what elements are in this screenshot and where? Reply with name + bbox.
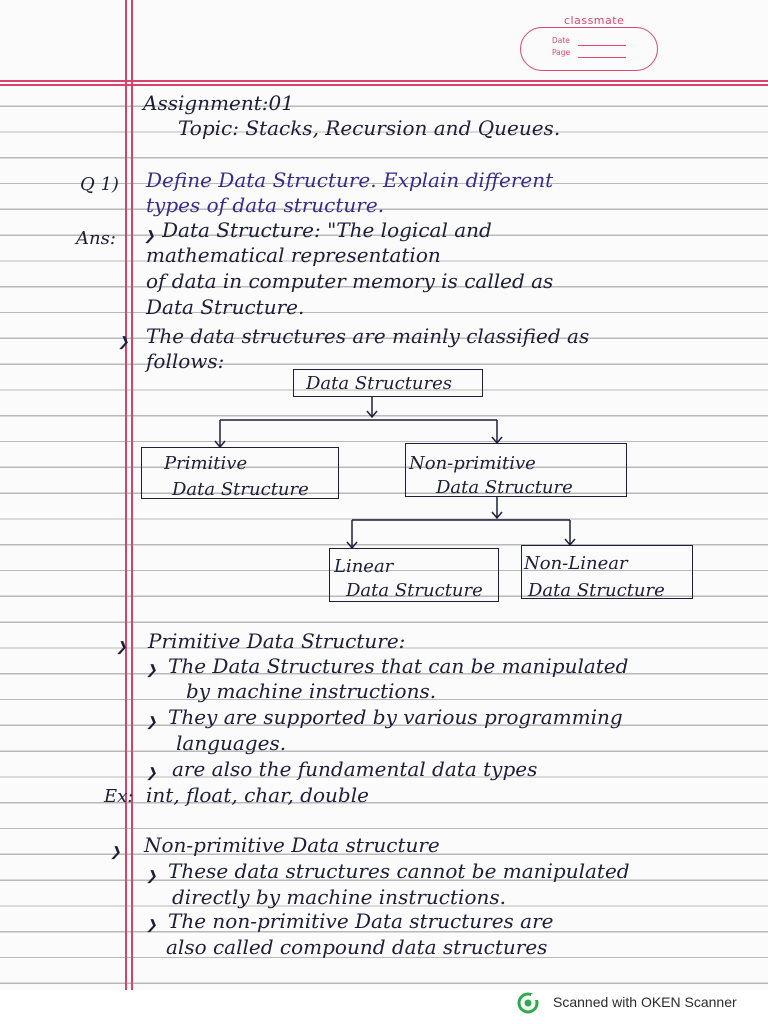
bullet-icon: ❯	[146, 715, 157, 730]
answer-line-4: Data Structure.	[146, 295, 305, 319]
scanner-watermark	[517, 988, 768, 1018]
diagram-nonprimitive-line-2: Data Structure	[436, 477, 573, 498]
primitive-bullet-1-line-2: by machine instructions.	[186, 679, 437, 703]
diagram-nonlinear-line-1: Non-Linear	[524, 553, 628, 574]
example-text: int, float, char, double	[146, 783, 369, 807]
bullet-icon: ❯	[144, 229, 155, 244]
bullet-icon: ❯	[116, 640, 127, 655]
nonprimitive-bullet-1-line-1: These data structures cannot be manipulated	[168, 859, 630, 883]
diagram-primitive-line-2: Data Structure	[172, 479, 309, 500]
question-line-1: Define Data Structure. Explain different	[146, 168, 554, 192]
question-line-2: types of data structure.	[146, 193, 385, 217]
question-number: Q 1)	[80, 174, 119, 195]
primitive-bullet-2-line-2: languages.	[176, 731, 287, 755]
answer-line-1: Data Structure: "The logical and	[162, 218, 492, 242]
diagram-root-label: Data Structures	[306, 373, 453, 394]
diagram-nonlinear-line-2: Data Structure	[528, 580, 665, 601]
stamp-page-label: Page	[552, 48, 571, 57]
diagram-nonprimitive-line-1: Non-primitive	[409, 453, 536, 474]
primitive-bullet-3: are also the fundamental data types	[172, 757, 538, 781]
answer-line-2: mathematical representation	[146, 243, 441, 267]
scanner-text: Scanned with OKEN Scanner	[553, 994, 737, 1010]
diagram-primitive-line-1: Primitive	[164, 453, 248, 474]
bullet-icon: ❯	[146, 663, 157, 678]
bullet-icon: ❯	[146, 766, 157, 781]
answer-line-5: The data structures are mainly classified as	[146, 324, 590, 348]
nonprimitive-heading: Non-primitive Data structure	[144, 833, 440, 857]
primitive-bullet-2-line-1: They are supported by various programming	[168, 705, 623, 729]
nonprimitive-bullet-2-line-1: The non-primitive Data structures are	[168, 909, 554, 933]
stamp-brand: classmate	[564, 14, 625, 27]
nonprimitive-bullet-2-line-2: also called compound data structures	[166, 935, 548, 959]
diagram-linear-line-1: Linear	[334, 556, 394, 577]
primitive-heading: Primitive Data Structure:	[148, 629, 406, 653]
answer-label: Ans:	[76, 228, 116, 249]
primitive-bullet-1-line-1: The Data Structures that can be manipulated	[168, 654, 629, 678]
nonprimitive-bullet-1-line-2: directly by machine instructions.	[172, 885, 506, 909]
topic-line: Topic: Stacks, Recursion and Queues.	[178, 116, 561, 140]
answer-line-6: follows:	[146, 349, 225, 373]
diagram-linear-line-2: Data Structure	[346, 580, 483, 601]
example-label: Ex:	[104, 786, 134, 807]
stamp-date-label: Date	[552, 36, 570, 45]
bullet-icon: ❯	[118, 335, 129, 350]
answer-line-3: of data in computer memory is called as	[146, 269, 554, 293]
bullet-icon: ❯	[110, 845, 121, 860]
assignment-title: Assignment:01	[143, 91, 294, 115]
oken-scanner-logo-icon	[517, 992, 539, 1014]
bullet-icon: ❯	[146, 869, 157, 884]
bullet-icon: ❯	[146, 918, 157, 933]
